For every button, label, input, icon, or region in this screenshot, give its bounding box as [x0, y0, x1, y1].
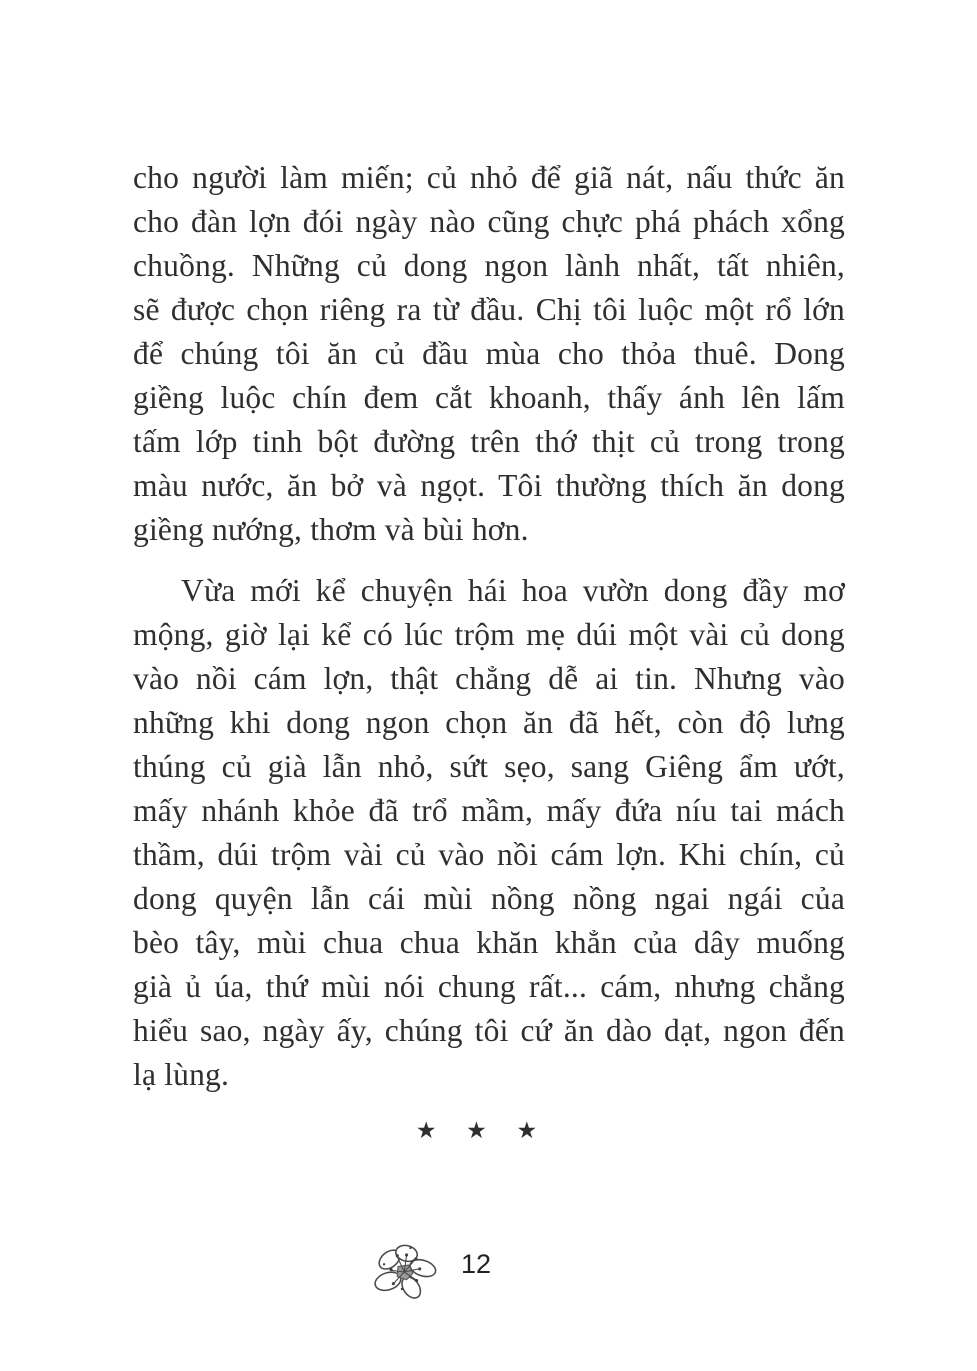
text-line: thầm, dúi trộm vài củ vào nồi cám lợn. Khi chín, củ — [133, 837, 845, 872]
paragraph — [133, 156, 845, 552]
text-line: dong quyện lẫn cái mùi nồng nồng ngai ngái của — [133, 881, 845, 916]
text-line: già ủ úa, thứ mùi nói chung rất... cám, nhưng chẳng — [133, 969, 845, 1004]
text-line: vào nồi cám lợn, thật chẳng dễ ai tin. Nhưng vào — [133, 661, 845, 696]
text-line: tấm lớp tinh bột đường trên thớ thịt củ trong trong — [133, 424, 845, 459]
text-line: màu nước, ăn bở và ngọt. Tôi thường thích ăn dong — [133, 468, 845, 503]
text-line: mấy nhánh khỏe đã trổ mầm, mấy đứa níu tai mách — [133, 793, 845, 828]
text-line: cho người làm miến; củ nhỏ để giã nát, nấu thức ăn — [133, 160, 845, 195]
section-separator-stars: ★ ★ ★ — [415, 1118, 539, 1143]
text-line: để chúng tôi ăn củ đầu mùa cho thỏa thuê. Dong — [133, 336, 845, 371]
text-line: chuồng. Những củ dong ngon lành nhất, tất nhiên, — [133, 248, 845, 283]
text-line: mộng, giờ lại kể có lúc trộm mẹ dúi một vài củ dong — [133, 617, 845, 652]
blossom-icon — [366, 1241, 444, 1303]
text-line: sẽ được chọn riêng ra từ đầu. Chị tôi luộc một rổ lớn — [133, 292, 845, 327]
paragraph — [133, 569, 845, 1097]
text-line: cho đàn lợn đói ngày nào cũng chực phá phách xổng — [133, 204, 845, 239]
text-line: giềng luộc chín đem cắt khoanh, thấy ánh lên lấm — [133, 380, 845, 415]
text-line: những khi dong ngon chọn ăn đã hết, còn độ lưng — [133, 705, 845, 740]
text-line: bèo tây, mùi chua chua khăn khẳn của dây muống — [133, 925, 845, 960]
text-line: hiểu sao, ngày ấy, chúng tôi cứ ăn dào dạt, ngon đến — [133, 1013, 845, 1048]
text-line: thúng củ già lẫn nhỏ, sứt sẹo, sang Giêng ẩm ướt, — [133, 749, 845, 784]
text-line: lạ lùng. — [133, 1057, 230, 1092]
page-number: 12 — [461, 1249, 492, 1279]
text-line: Vừa mới kể chuyện hái hoa vườn dong đầy mơ — [181, 573, 845, 608]
text-line: giềng nướng, thơm và bùi hơn. — [133, 512, 529, 547]
text-block — [133, 156, 845, 1097]
